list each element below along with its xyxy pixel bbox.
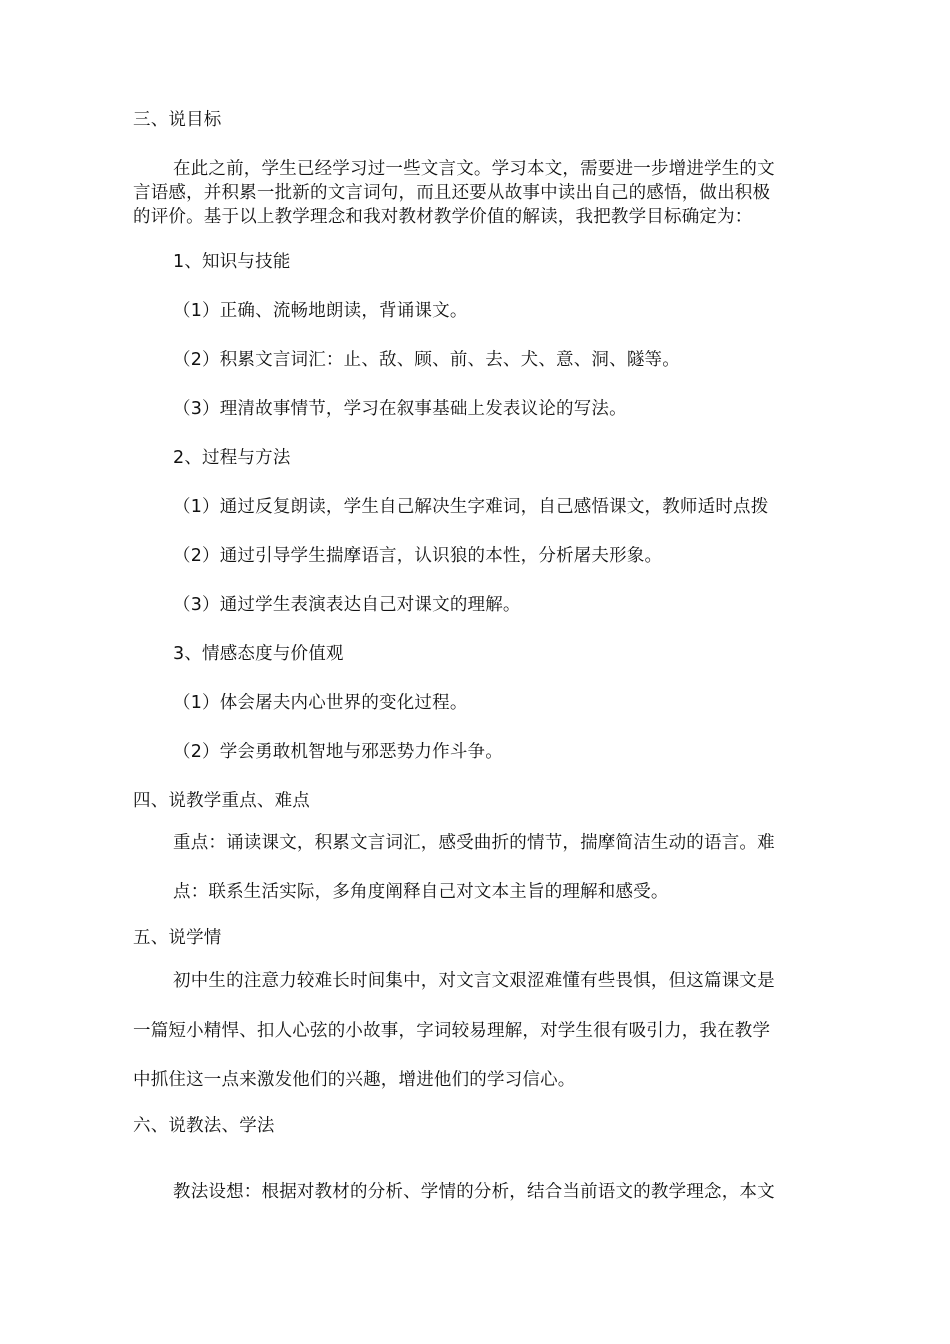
paragraph-learners-cont: 一篇短小精悍、扣人心弦的小故事，字词较易理解，对学生很有吸引力，我在教学: [133, 1021, 771, 1041]
paragraph-learners-cont: 中抓住这一点来激发他们的兴趣，增进他们的学习信心。: [133, 1070, 576, 1090]
goal-category-process: 2、过程与方法: [173, 448, 291, 468]
section-heading-key-points: 四、说教学重点、难点: [133, 791, 310, 811]
paragraph-goals-intro: [173, 157, 775, 181]
text-line: 的评价。基于以上教学理念和我对教材教学价值的解读，我把教学目标确定为：: [133, 207, 753, 227]
goal-item: （3）通过学生表演表达自己对课文的理解。: [173, 595, 521, 615]
goal-item: （2）积累文言词汇：止、敌、顾、前、去、犬、意、洞、隧等。: [173, 350, 680, 370]
goal-item: （2）通过引导学生揣摩语言，认识狼的本性，分析屠夫形象。: [173, 546, 663, 566]
paragraph-key-points-cont: 点：联系生活实际，多角度阐释自己对文本主旨的理解和感受。: [173, 882, 669, 902]
text-line: 言语感，并积累一批新的文言词句，而且还要从故事中读出自己的感悟，做出积极: [133, 183, 771, 203]
goal-category-emotion: 3、情感态度与价值观: [173, 644, 344, 664]
goal-item: （2）学会勇敢机智地与邪恶势力作斗争。: [173, 742, 503, 762]
goal-item: （1）通过反复朗读，学生自己解决生字难词，自己感悟课文，教师适时点拨: [173, 497, 769, 517]
section-heading-goals: 三、说目标: [133, 110, 222, 130]
paragraph-learners: 初中生的注意力较难长时间集中，对文言文艰涩难懂有些畏惧，但这篇课文是: [173, 971, 775, 991]
paragraph-methods: 教法设想：根据对教材的分析、学情的分析，结合当前语文的教学理念，本文: [173, 1182, 775, 1202]
goal-item: （1）体会屠夫内心世界的变化过程。: [173, 693, 468, 713]
section-heading-methods: 六、说教法、学法: [133, 1116, 275, 1136]
paragraph-goals-intro-cont: [133, 181, 770, 229]
goal-item: （3）理清故事情节，学习在叙事基础上发表议论的写法。: [173, 399, 627, 419]
goal-item: （1）正确、流畅地朗读，背诵课文。: [173, 301, 468, 321]
text-line: 在此之前，学生已经学习过一些文言文。学习本文，需要进一步增进学生的文: [173, 159, 775, 179]
section-heading-learners: 五、说学情: [133, 928, 222, 948]
goal-category-knowledge: 1、知识与技能: [173, 252, 291, 272]
paragraph-key-points: 重点：诵读课文，积累文言词汇，感受曲折的情节，揣摩简洁生动的语言。难: [173, 833, 775, 853]
